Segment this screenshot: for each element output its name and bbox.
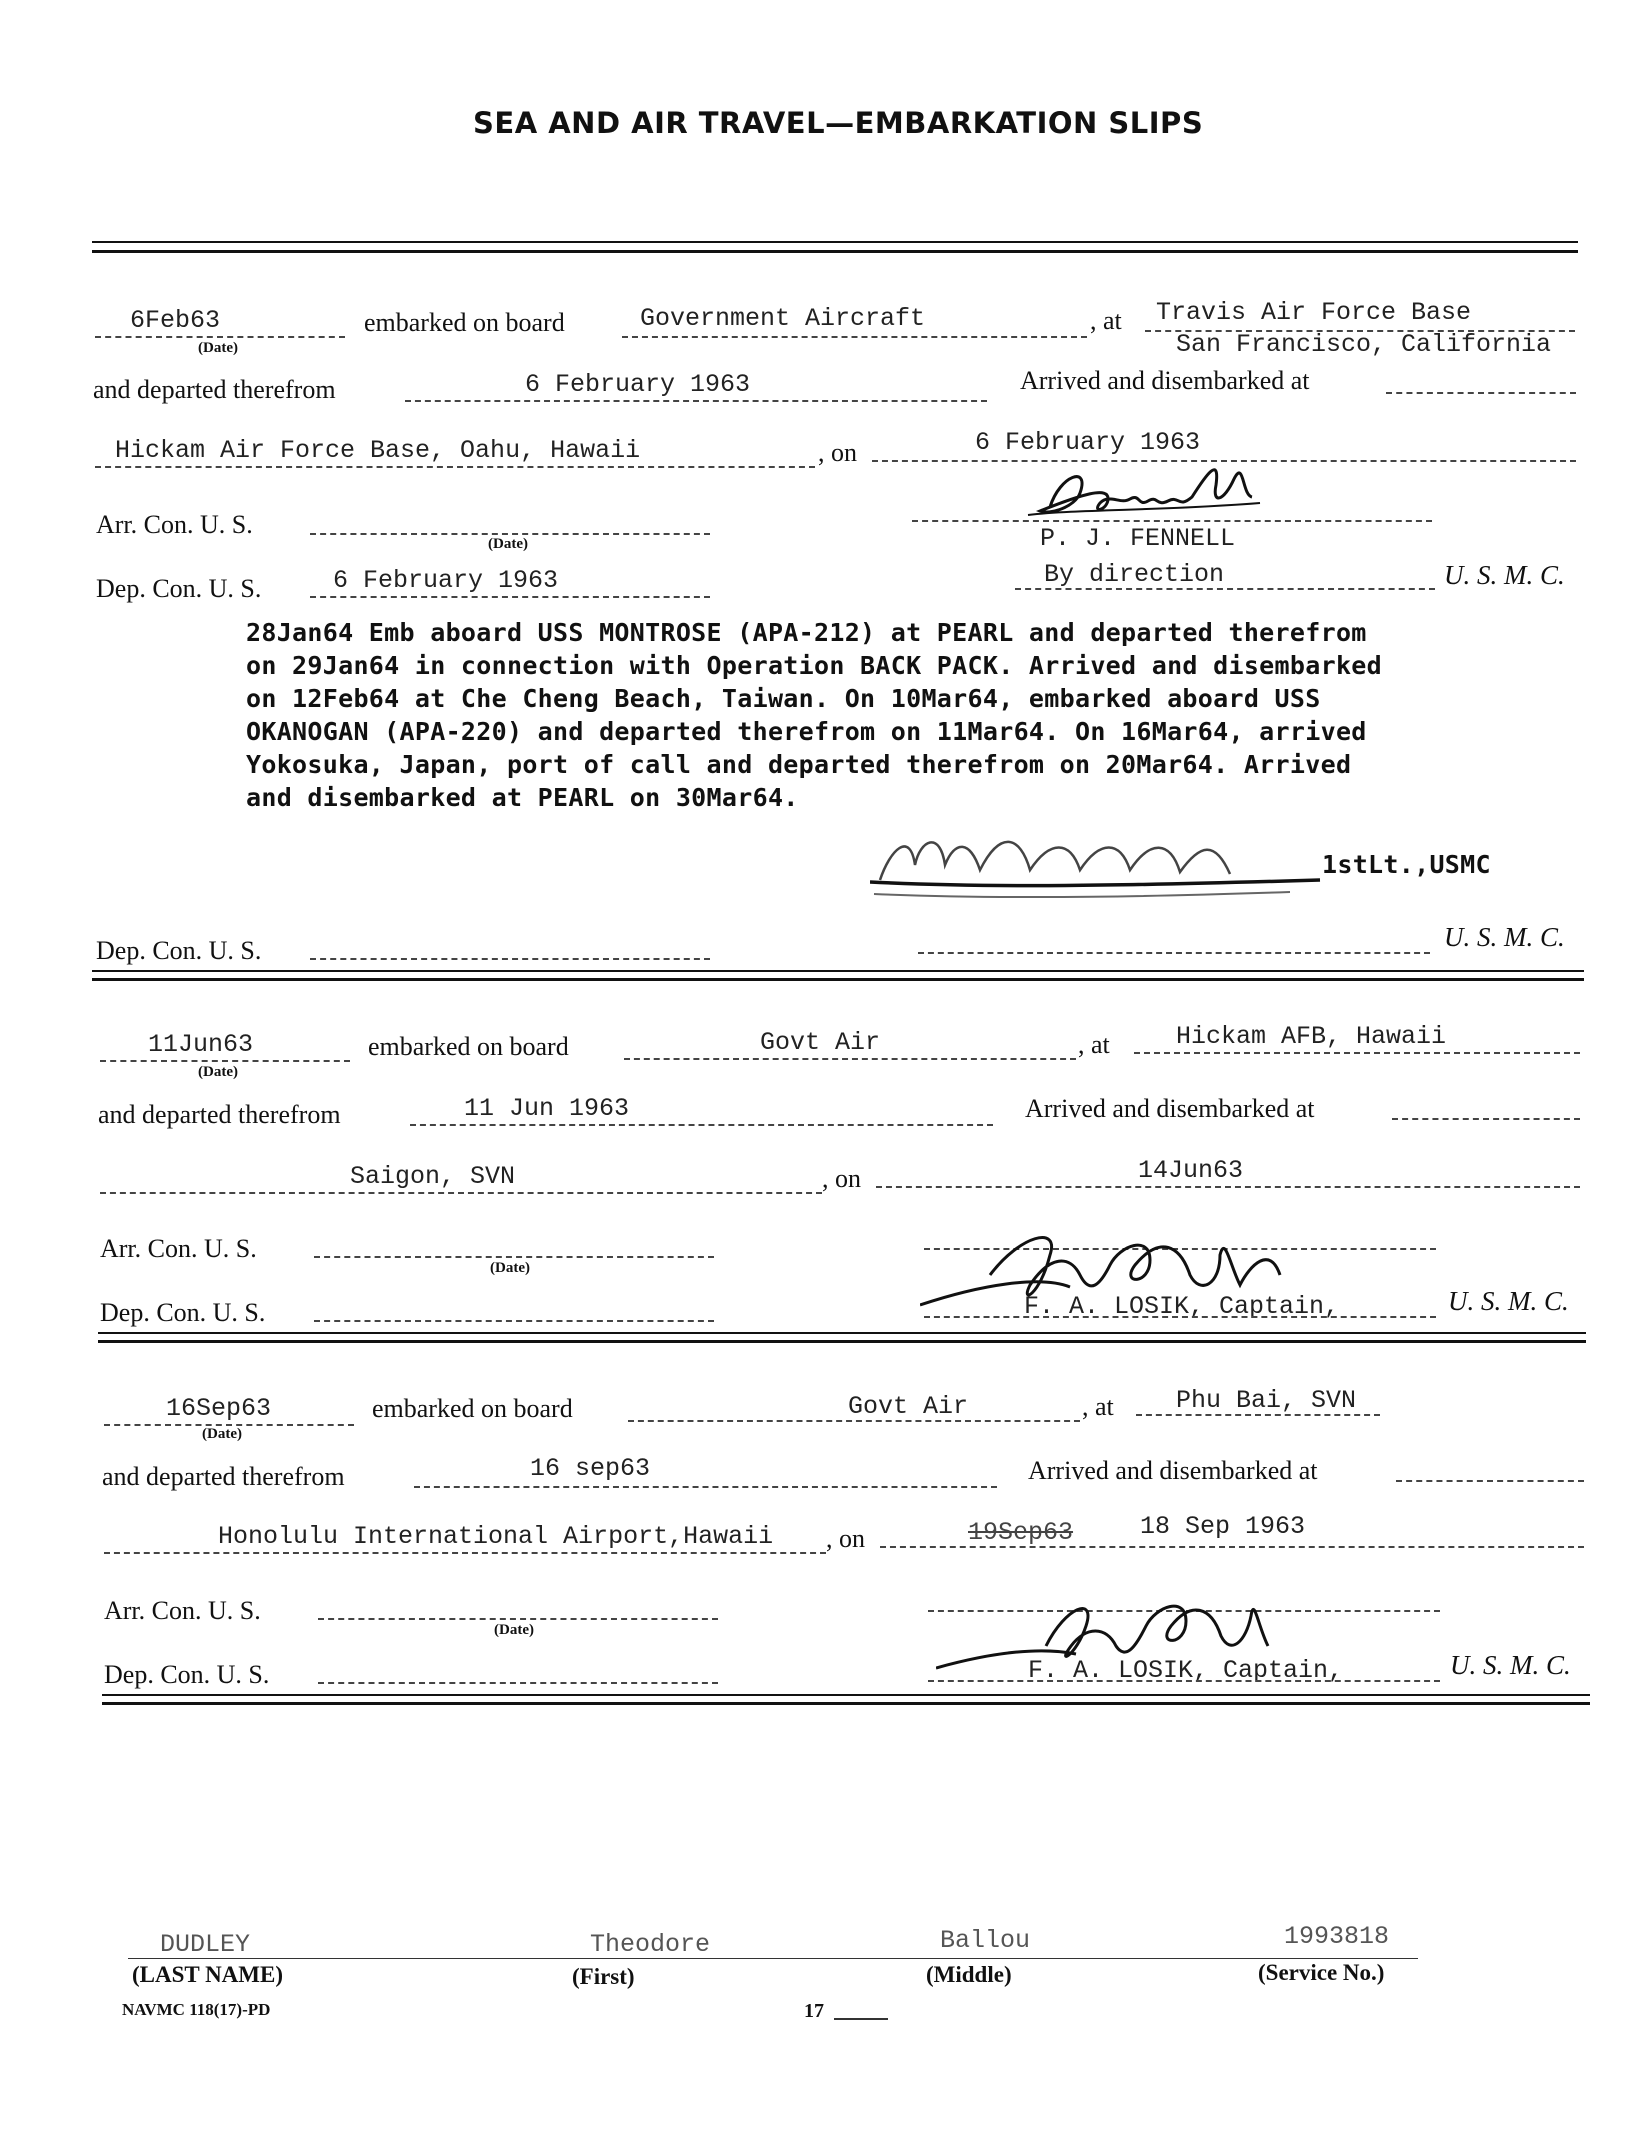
dep-con-label: Dep. Con. U. S. bbox=[96, 936, 262, 965]
departed-label: and departed therefrom bbox=[98, 1100, 341, 1129]
vessel-name: Government Aircraft bbox=[640, 304, 926, 333]
at-label: , at bbox=[1090, 306, 1122, 335]
form-number: NAVMC 118(17)-PD bbox=[122, 2000, 271, 2019]
embark-date: 16Sep63 bbox=[166, 1394, 272, 1423]
usmc-label: U. S. M. C. bbox=[1450, 1650, 1571, 1680]
departed-date: 11 Jun 1963 bbox=[464, 1094, 630, 1123]
vessel-name: Govt Air bbox=[848, 1392, 969, 1421]
endorsement-line: Yokosuka, Japan, port of call and departed therefrom on 20Mar64. Arrived bbox=[246, 750, 1352, 779]
embark-place: Phu Bai, SVN bbox=[1176, 1386, 1357, 1415]
embark-date: 6Feb63 bbox=[130, 306, 221, 335]
divider bbox=[102, 1694, 1590, 1696]
on-label: , on bbox=[818, 438, 857, 467]
divider bbox=[102, 1702, 1590, 1705]
officer-name: F. A. LOSIK, Captain, bbox=[1028, 1656, 1344, 1685]
first-name: Theodore bbox=[590, 1930, 711, 1959]
on-label: , on bbox=[826, 1524, 865, 1553]
arrived-date: 6 February 1963 bbox=[975, 428, 1201, 457]
arrived-date: 18 Sep 1963 bbox=[1140, 1512, 1306, 1541]
arrived-place: Honolulu International Airport,Hawaii bbox=[218, 1522, 774, 1551]
divider bbox=[92, 978, 1584, 981]
service-number: 1993818 bbox=[1284, 1922, 1390, 1951]
dep-con-date: 6 February 1963 bbox=[333, 566, 559, 595]
divider bbox=[98, 1332, 1586, 1334]
departed-label: and departed therefrom bbox=[93, 375, 336, 404]
endorsement-rank: 1stLt.,USMC bbox=[1322, 850, 1491, 879]
usmc-label: U. S. M. C. bbox=[1444, 922, 1565, 952]
arrived-label: Arrived and disembarked at bbox=[1025, 1094, 1315, 1123]
at-label: , at bbox=[1082, 1392, 1114, 1421]
embark-place-line2: San Francisco, California bbox=[1176, 330, 1552, 359]
dep-con-label: Dep. Con. U. S. bbox=[104, 1660, 270, 1689]
dep-con-label: Dep. Con. U. S. bbox=[96, 574, 262, 603]
struck-arrival-date: 19Sep63 bbox=[968, 1518, 1074, 1547]
first-name-label: (First) bbox=[572, 1964, 635, 1989]
embarked-label: embarked on board bbox=[372, 1394, 573, 1423]
last-name: DUDLEY bbox=[160, 1930, 251, 1959]
at-label: , at bbox=[1078, 1030, 1110, 1059]
service-number-label: (Service No.) bbox=[1258, 1960, 1385, 1985]
departed-label: and departed therefrom bbox=[102, 1462, 345, 1491]
middle-name: Ballou bbox=[940, 1926, 1031, 1955]
date-caption: (Date) bbox=[202, 1426, 242, 1442]
embark-date: 11Jun63 bbox=[148, 1030, 254, 1059]
date-caption: (Date) bbox=[198, 340, 238, 356]
vessel-name: Govt Air bbox=[760, 1028, 881, 1057]
usmc-label: U. S. M. C. bbox=[1444, 560, 1565, 590]
embark-place: Travis Air Force Base bbox=[1156, 298, 1472, 327]
divider bbox=[92, 970, 1584, 972]
endorsement-line: on 12Feb64 at Che Cheng Beach, Taiwan. On 10Mar64, embarked aboard USS bbox=[246, 684, 1321, 713]
endorsement-text bbox=[246, 616, 1382, 814]
dep-con-label: Dep. Con. U. S. bbox=[100, 1298, 266, 1327]
embarked-label: embarked on board bbox=[364, 308, 565, 337]
arr-con-label: Arr. Con. U. S. bbox=[96, 510, 253, 539]
page-number: 17 bbox=[804, 2000, 824, 2022]
date-caption: (Date) bbox=[488, 536, 528, 552]
endorsement-line: on 29Jan64 in connection with Operation BACK PACK. Arrived and disembarked bbox=[246, 651, 1382, 680]
arrived-date: 14Jun63 bbox=[1138, 1156, 1244, 1185]
by-direction: By direction bbox=[1044, 560, 1225, 589]
middle-name-label: (Middle) bbox=[926, 1962, 1012, 1987]
arrived-label: Arrived and disembarked at bbox=[1028, 1456, 1318, 1485]
on-label: , on bbox=[822, 1164, 861, 1193]
date-caption: (Date) bbox=[490, 1260, 530, 1276]
departed-date: 6 February 1963 bbox=[525, 370, 751, 399]
divider bbox=[92, 250, 1578, 253]
page-title: SEA AND AIR TRAVEL—EMBARKATION SLIPS bbox=[473, 106, 1204, 140]
date-caption: (Date) bbox=[198, 1064, 238, 1080]
usmc-label: U. S. M. C. bbox=[1448, 1286, 1569, 1316]
departed-date: 16 sep63 bbox=[530, 1454, 651, 1483]
embarked-label: embarked on board bbox=[368, 1032, 569, 1061]
divider bbox=[92, 241, 1578, 243]
endorsement-signature bbox=[870, 810, 1330, 910]
date-caption: (Date) bbox=[494, 1622, 534, 1638]
endorsement-line: and disembarked at PEARL on 30Mar64. bbox=[246, 783, 799, 812]
arrived-place: Hickam Air Force Base, Oahu, Hawaii bbox=[115, 436, 641, 465]
arrived-place: Saigon, SVN bbox=[350, 1162, 516, 1191]
officer-name: F. A. LOSIK, Captain, bbox=[1024, 1292, 1340, 1321]
last-name-label: (LAST NAME) bbox=[132, 1962, 284, 1987]
officer-name: P. J. FENNELL bbox=[1040, 524, 1236, 553]
arrived-label: Arrived and disembarked at bbox=[1020, 366, 1310, 395]
endorsement-line: OKANOGAN (APA-220) and departed therefrom on 11Mar64. On 16Mar64, arrived bbox=[246, 717, 1367, 746]
arr-con-label: Arr. Con. U. S. bbox=[104, 1596, 261, 1625]
arr-con-label: Arr. Con. U. S. bbox=[100, 1234, 257, 1263]
embark-place: Hickam AFB, Hawaii bbox=[1176, 1022, 1447, 1051]
divider bbox=[98, 1340, 1586, 1343]
endorsement-line: 28Jan64 Emb aboard USS MONTROSE (APA-212) at PEARL and departed therefrom bbox=[246, 618, 1367, 647]
